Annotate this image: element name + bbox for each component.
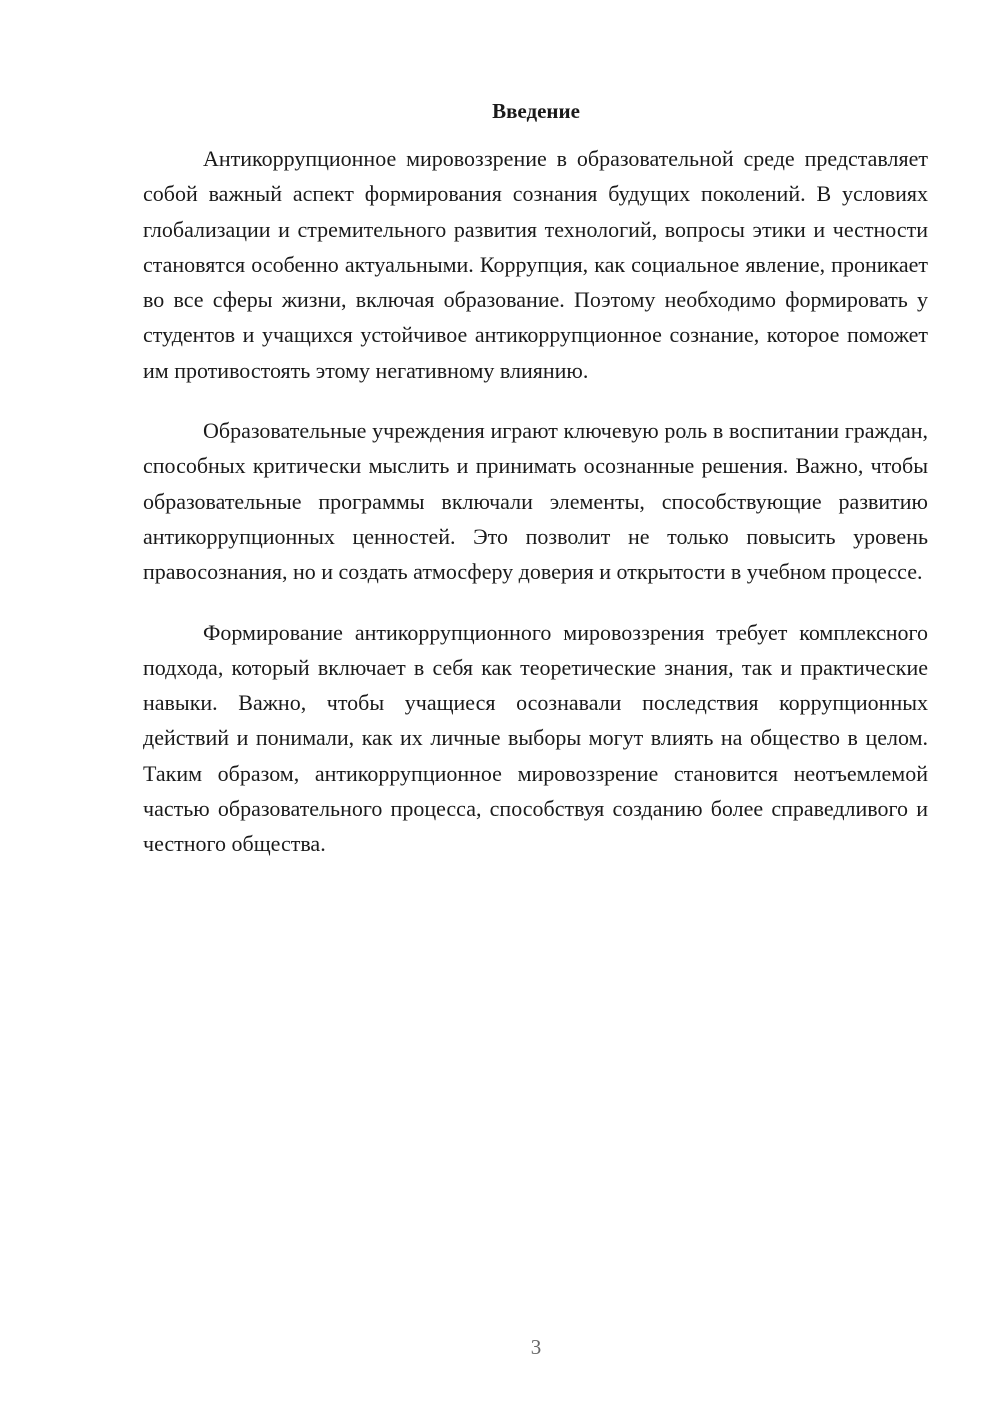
body-text bbox=[143, 141, 928, 887]
paragraph-2: Образовательные учреждения играют ключевую роль в воспитании граждан, способных критически мыслить и принимать осознанные решения. Важно, чтобы образовательные программы включали элементы, способствующие развитию антикоррупционных ценностей. Это позволит не только повысить уровень правосознания, но и создать атмосферу доверия и открытости в учебном процессе. bbox=[143, 418, 928, 585]
page-number: 3 bbox=[530, 1335, 542, 1359]
paragraph-3: Формирование антикоррупционного мировоззрения требует комплексного подхода, который включает в себя как теоретические знания, так и практические навыки. Важно, чтобы учащиеся осознавали последствия коррупционных действий и понимали, как их личные выборы могут влиять на общество в целом. Таким образом, антикоррупционное мировоззрение становится неотъемлемой частью образовательного процесса, способствуя созданию более справедливого и честного общества. bbox=[143, 619, 928, 857]
section-heading: Введение bbox=[492, 99, 580, 123]
paragraph-1: Антикоррупционное мировоззрение в образовательной среде представляет собой важный аспект формирования сознания будущих поколений. В условиях глобализации и стремительного развития технологий, вопросы этики и честности становятся особенно актуальными. Коррупция, как социальное явление, проникает во все сферы жизни, включая образование. Поэтому необходимо формировать у студентов и учащихся устойчивое антикоррупционное сознание, которое поможет им противостоять этому негативному влиянию. bbox=[143, 146, 928, 383]
